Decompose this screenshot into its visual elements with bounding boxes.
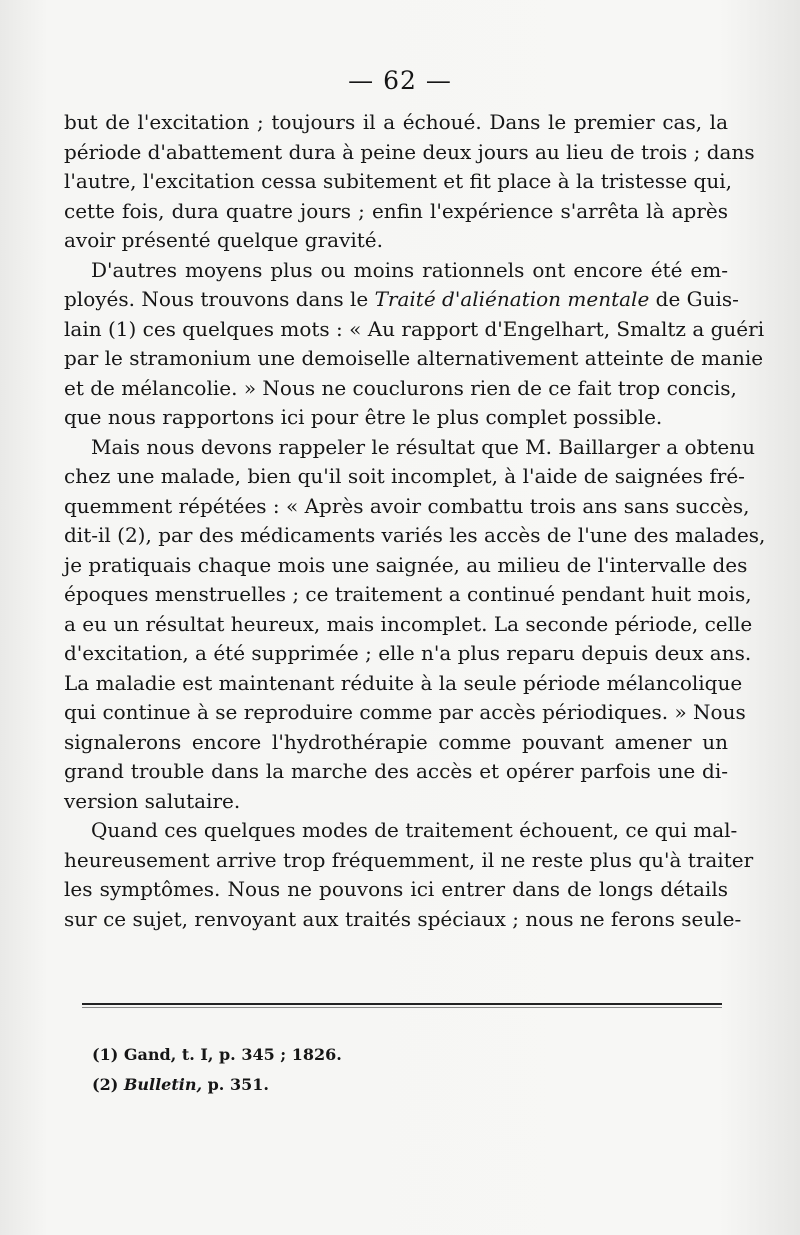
text-line: a eu un résultat heureux, mais incomplet. La seconde période, celle bbox=[64, 611, 753, 636]
text-line: avoir présenté quelque gravité. bbox=[64, 228, 383, 252]
footnotes bbox=[92, 1040, 342, 1100]
main-text bbox=[64, 108, 766, 934]
text-line: je pratiquais chaque mois une saignée, au milieu de l'intervalle des bbox=[64, 552, 748, 577]
text-line: période d'abattement dura à peine deux jours au lieu de trois ; dans bbox=[64, 139, 755, 164]
text-line: D'autres moyens plus ou moins rationnels ont encore été em- bbox=[91, 257, 728, 282]
text-line: d'excitation, a été supprimée ; elle n'a plus reparu depuis deux ans. bbox=[64, 641, 752, 665]
footnote-2 bbox=[92, 1070, 342, 1100]
text-span: ployés. Nous trouvons dans le bbox=[64, 287, 369, 311]
text-line: cette fois, dura quatre jours ; enfin l'expérience s'arrêta là après bbox=[64, 198, 728, 223]
text-line: grand trouble dans la marche des accès et opérer parfois une di- bbox=[64, 759, 728, 783]
text-line: qui continue à se reproduire comme par accès périodiques. » Nous bbox=[64, 700, 746, 724]
text-line: époques menstruelles ; ce traitement a continué pendant huit mois, bbox=[64, 582, 752, 606]
text-line: sur ce sujet, renvoyant aux traités spéciaux ; nous ne ferons seule- bbox=[64, 906, 742, 931]
text-line: La maladie est maintenant réduite à la seule période mélancolique bbox=[64, 670, 743, 695]
text-line: par le stramonium une demoiselle alternativement atteinte de manie bbox=[64, 346, 764, 370]
footnote-2-title: Bulletin, bbox=[123, 1075, 203, 1094]
footnote-1: (1) Gand, t. I, p. 345 ; 1826. bbox=[92, 1045, 342, 1064]
text-line: Quand ces quelques modes de traitement échouent, ce qui mal- bbox=[91, 818, 738, 842]
text-line: lain (1) ces quelques mots : « Au rapport d'Engelhart, Smaltz a guéri bbox=[64, 316, 765, 341]
text-line-with-title bbox=[64, 285, 739, 315]
text-line: dit-il (2), par des médicaments variés les accès de l'une des malades, bbox=[64, 523, 766, 547]
footnote-divider bbox=[82, 1003, 722, 1005]
text-line: l'autre, l'excitation cessa subitement et fit place à la tristesse qui, bbox=[64, 169, 732, 193]
text-line: signalerons encore l'hydrothérapie comme pouvant amener un bbox=[64, 729, 728, 754]
footnote-divider-thin bbox=[82, 1007, 722, 1008]
page-number: — 62 — bbox=[348, 66, 452, 95]
text-line: les symptômes. Nous ne pouvons ici entrer dans de longs détails bbox=[64, 877, 728, 901]
text-line: que nous rapportons ici pour être le plus complet possible. bbox=[64, 405, 663, 429]
text-line: but de l'excitation ; toujours il a échoué. Dans le premier cas, la bbox=[64, 110, 728, 134]
text-line: heureusement arrive trop fréquemment, il ne reste plus qu'à traiter bbox=[64, 847, 754, 872]
text-line: quemment répétées : « Après avoir combattu trois ans sans succès, bbox=[64, 493, 750, 518]
text-span: de Guis- bbox=[655, 287, 739, 311]
book-title: Traité d'aliénation mentale bbox=[374, 287, 650, 311]
text-line: version salutaire. bbox=[64, 788, 241, 813]
footnote-2-marker: (2) bbox=[92, 1075, 119, 1094]
text-line: et de mélancolie. » Nous ne couclurons rien de ce fait trop concis, bbox=[64, 375, 737, 400]
footnote-2-page: p. 351. bbox=[207, 1075, 269, 1094]
text-line: Mais nous devons rappeler le résultat que M. Baillarger a obtenu bbox=[91, 434, 755, 459]
text-line: chez une malade, bien qu'il soit incomplet, à l'aide de saignées fré- bbox=[64, 464, 745, 488]
